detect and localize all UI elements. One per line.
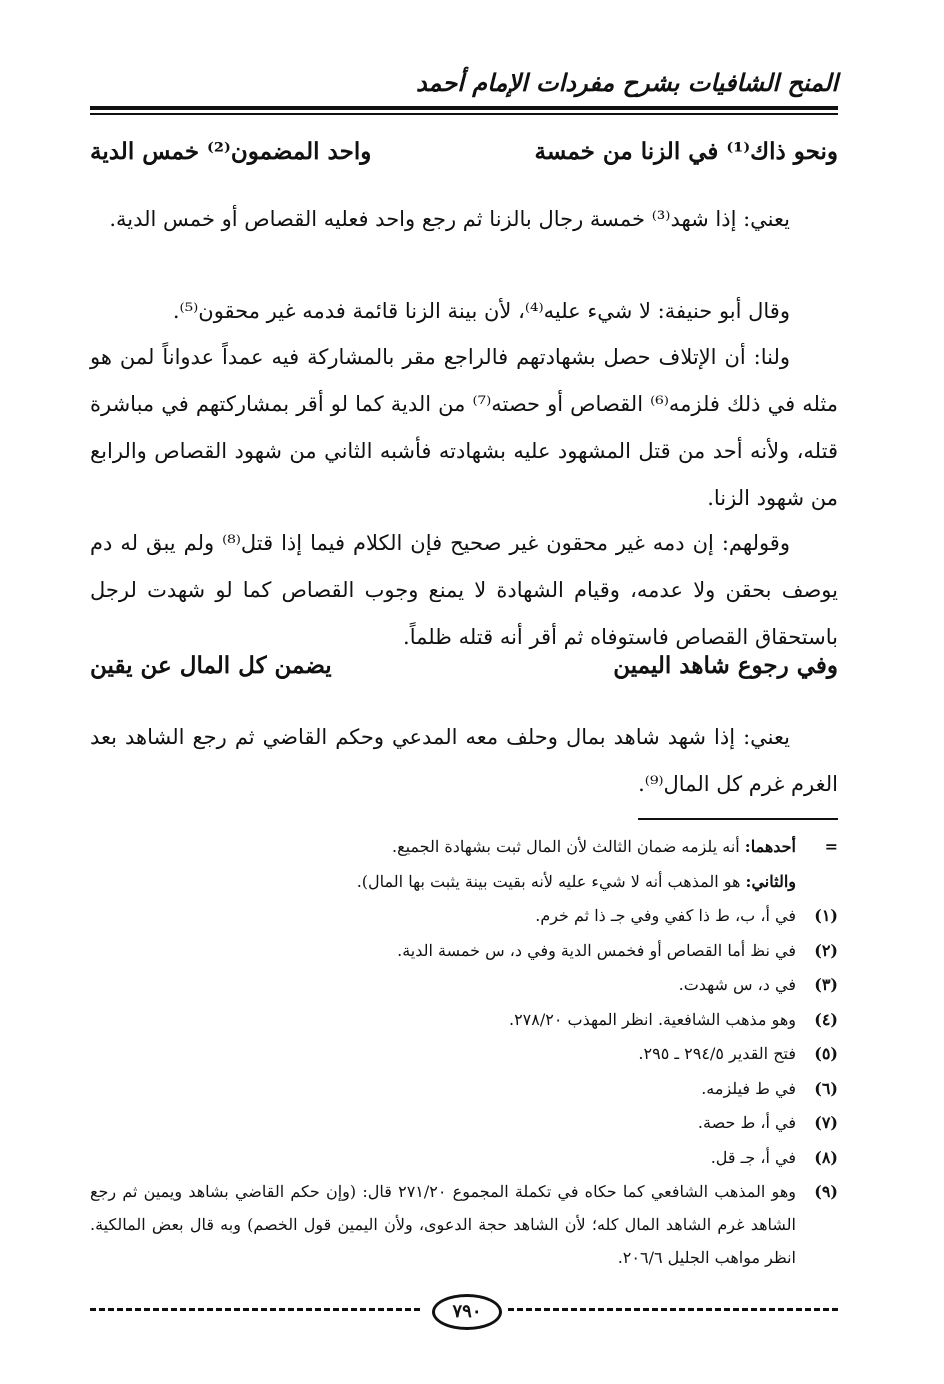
footnote-number: (٣) — [814, 975, 838, 994]
footnote-number: (٥) — [814, 1044, 838, 1063]
footnote-continuation-2 — [90, 865, 838, 900]
footnote-text: في أ، ب، ط ذا كفي وفي جـ ذا ثم خرم. — [535, 906, 796, 925]
verse-2-first-hemistich: وفي رجوع شاهد اليمين — [613, 652, 838, 679]
footer-dash-left — [90, 1308, 420, 1311]
footnote-1 — [90, 899, 838, 934]
paragraph-5: يعني: إذا شهد شاهد بمال وحلف معه المدعي وحكم القاضي ثم رجع الشاهد بعد الغرم غرم كل المال⁽⁹⁾. — [90, 725, 838, 796]
book-page — [90, 60, 838, 1340]
footnote-text: فتح القدير ٢٩٤/٥ ـ ٢٩٥. — [638, 1044, 796, 1063]
paragraph-3: ولنا: أن الإتلاف حصل بشهادتهم فالراجع مقر بالمشاركة فيه عمداً عدواناً لمن هو مثله في ذلك فلزمه⁽⁶⁾ القصاص أو حصته⁽⁷⁾ من الدية كما لو أقر بمشاركتهم في مباشرة قتله، ولأنه أحد من قتل المشهود عليه بشهادته فأشبه الثاني من شهود القصاص والرابع من شهود الزنا. — [90, 345, 838, 510]
footnote-number: (٦) — [814, 1078, 838, 1098]
footnote-8 — [90, 1141, 838, 1176]
header-rule-thin — [90, 113, 838, 115]
verse-1-first-hemistich: ونحو ذاك⁽¹⁾ في الزنا من خمسة — [534, 138, 838, 165]
footnotes — [90, 830, 838, 1274]
footnote-text: في ط فيلزمه. — [701, 1078, 796, 1098]
footnote-5 — [90, 1037, 838, 1072]
footnote-text: أنه يلزمه ضمان الثالث لأن المال ثبت بشهادة الجميع. — [392, 837, 745, 856]
page-number: ٧٩٠ — [432, 1294, 502, 1330]
footnote-label: أحدهما: — [744, 837, 796, 856]
footnote-7 — [90, 1106, 838, 1141]
footnote-2 — [90, 934, 838, 969]
footnote-number: (٤) — [814, 1009, 838, 1029]
footnote-number: (٩) — [814, 1182, 838, 1201]
footnote-text: هو المذهب أنه لا شيء عليه لأنه بقيت بينة يثبت بها المال). — [356, 871, 746, 891]
footnote-text: في نظ أما القصاص أو فخمس الدية وفي د، س خمسة الدية. — [397, 940, 796, 960]
footer-dash-right — [508, 1308, 838, 1311]
footnote-text: في د، س شهدت. — [678, 975, 796, 994]
footnote-3 — [90, 968, 838, 1003]
continuation-mark: = — [824, 837, 838, 856]
footnote-label: والثاني: — [745, 871, 796, 891]
footnote-4 — [90, 1003, 838, 1038]
footnote-text: وهو مذهب الشافعية. انظر المهذب ٢٧٨/٢٠. — [508, 1009, 796, 1029]
verse-2-second-hemistich: يضمن كل المال عن يقين — [90, 652, 332, 679]
footnote-text: في أ، جـ قل. — [710, 1147, 796, 1167]
footnote-9 — [90, 1175, 838, 1274]
footnote-number: (٨) — [814, 1147, 838, 1167]
header-rule-thick — [90, 106, 838, 110]
page-footer — [90, 1290, 838, 1330]
footnote-6 — [90, 1072, 838, 1107]
verse-line-2 — [90, 652, 838, 692]
paragraph-4: وقولهم: إن دمه غير محقون غير صحيح فإن الكلام فيما إذا قتل⁽⁸⁾ ولم يبق له دم يوصف بحقن ولا عدمه، وقيام الشهادة لا يمنع وجوب القصاص كما لو شهدت لرجل باستحقاق القصاص فاستوفاه ثم أقر أنه قتله ظلماً. — [90, 531, 838, 649]
footnote-text: في أ، ط حصة. — [697, 1113, 796, 1132]
footnote-number: (٧) — [814, 1113, 838, 1132]
footnote-separator — [638, 818, 838, 820]
running-title: المنح الشافيات بشرح مفردات الإمام أحمد — [415, 68, 838, 97]
verse-1-second-hemistich: واحد المضمون⁽²⁾ خمس الدية — [90, 138, 372, 165]
verse-line-1 — [90, 138, 838, 178]
footnote-text: وهو المذهب الشافعي كما حكاه في تكملة المجموع ٢٧١/٢٠ قال: (وإن حكم القاضي بشاهد ويمين ثم رجع الشاهد غرم الشاهد المال كله؛ لأن الشاهد حجة الدعوى، ولأن اليمين قول الخصم) وبه قال بعض المالكية. انظر مواهب الجليل ٢٠٦/٦. — [90, 1182, 796, 1267]
footnote-continuation-1 — [90, 830, 838, 865]
footnote-number: (٢) — [814, 940, 838, 960]
footnote-number: (١) — [814, 906, 838, 925]
paragraph-2: وقال أبو حنيفة: لا شيء عليه⁽⁴⁾، لأن بينة الزنا قائمة فدمه غير محقون⁽⁵⁾. — [172, 299, 790, 323]
paragraph-1: يعني: إذا شهد⁽³⁾ خمسة رجال بالزنا ثم رجع واحد فعليه القصاص أو خمس الدية. — [109, 207, 790, 231]
